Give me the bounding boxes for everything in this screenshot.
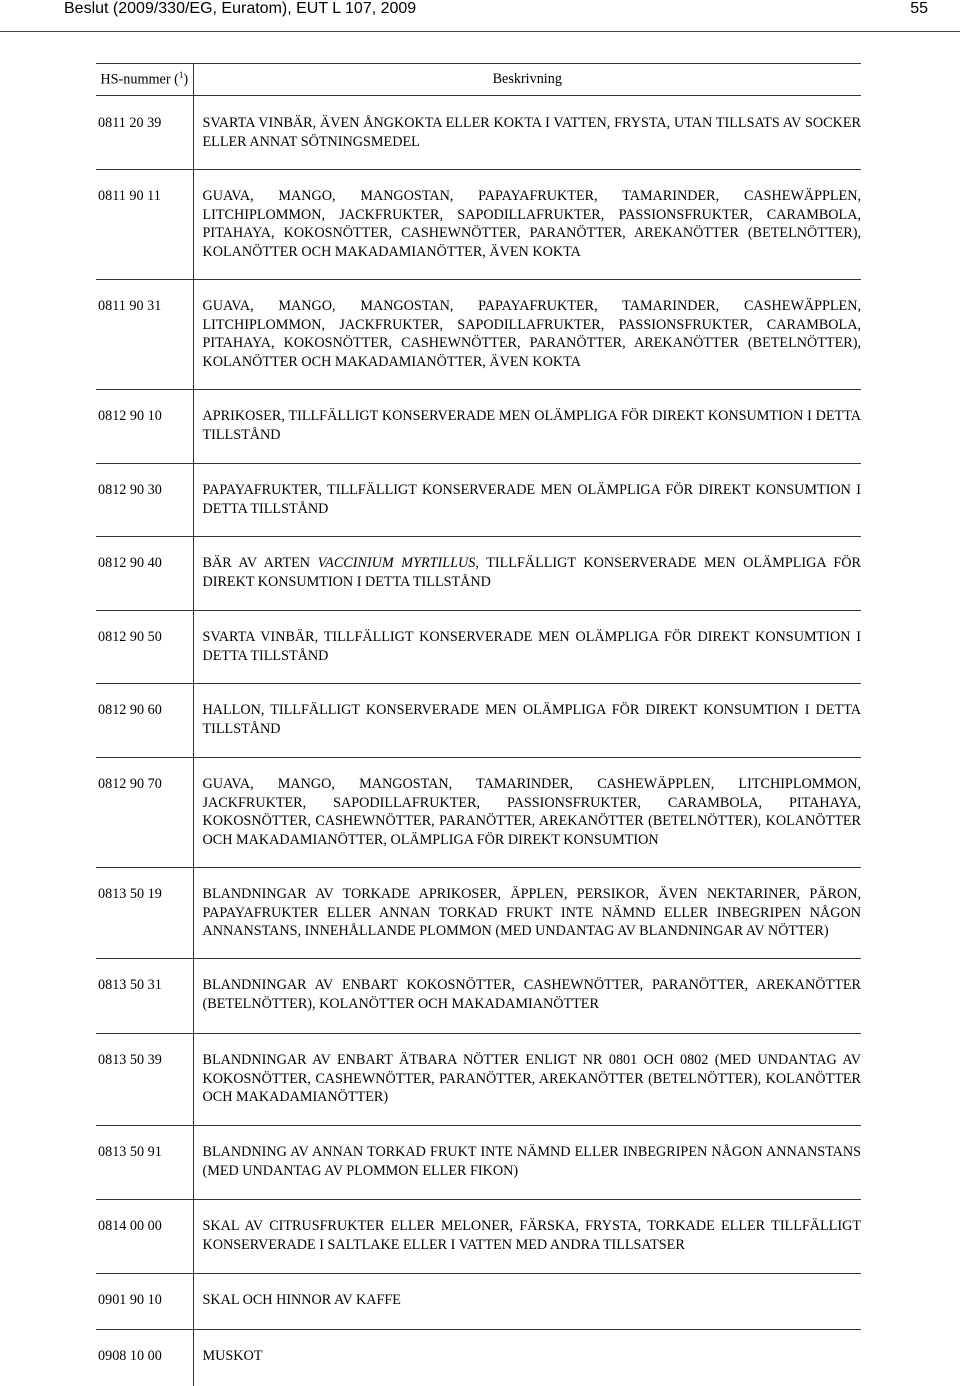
description-cell: GUAVA, MANGO, MANGOSTAN, PAPAYAFRUKTER, TAMARINDER, CASHEWÄPPLEN, LITCHIPLOMMON, JACKFRUKTER, SAPODILLAFRUKTER, PASSIONSFRUKTER, CARAMBOLA, PITAHAYA, KOKOSNÖTTER, CASHEWNÖTTER, PARANÖTTER, AREKANÖTTER (BETELNÖTTER), KOLANÖTTER OCH MAKADAMIANÖTTER, ÄVEN KOKTA: [193, 170, 861, 280]
description-text: , TILLFÄLLIGT KONSERVERADE MEN OLÄMPLIGA FÖR DIREKT KONSUMTION I DETTA TILLSTÅND: [202, 555, 862, 590]
description-cell: SKAL OCH HINNOR AV KAFFE: [193, 1274, 861, 1330]
column-header-hs-number-label: HS-nummer (: [100, 71, 179, 88]
hs-code-cell: 0813 50 91: [96, 1126, 193, 1200]
description-cell: BLANDNING AV ANNAN TORKAD FRUKT INTE NÄMND ELLER INBEGRIPEN NÅGON ANNANSTANS (MED UNDANTAG AV PLOMMON ELLER FIKON): [193, 1126, 861, 1200]
table-row: [96, 611, 861, 684]
hs-code-cell: 0812 90 10: [96, 390, 193, 464]
page-number: 55: [910, 0, 928, 17]
hs-code-cell: 0814 00 00: [96, 1200, 193, 1274]
description-cell: BLANDNINGAR AV ENBART KOKOSNÖTTER, CASHEWNÖTTER, PARANÖTTER, AREKANÖTTER (BETELNÖTTER), KOLANÖTTER OCH MAKADAMIANÖTTER: [193, 959, 861, 1034]
species-name: VACCINIUM MYRTILLUS: [317, 555, 476, 571]
table-header-row: [96, 64, 861, 96]
table-row: [96, 758, 861, 868]
hs-code-cell: 0812 90 70: [96, 758, 193, 868]
table-row: [96, 464, 861, 537]
hs-code-cell: 0811 90 11: [96, 170, 193, 280]
hs-code-cell: 0812 90 30: [96, 464, 193, 537]
table-row: [96, 1330, 861, 1386]
description-cell: PAPAYAFRUKTER, TILLFÄLLIGT KONSERVERADE MEN OLÄMPLIGA FÖR DIREKT KONSUMTION I DETTA TILLSTÅND: [193, 464, 861, 537]
table-row: [96, 868, 861, 959]
description-cell: HALLON, TILLFÄLLIGT KONSERVERADE MEN OLÄMPLIGA FÖR DIREKT KONSUMTION I DETTA TILLSTÅND: [193, 684, 861, 758]
description-cell: SVARTA VINBÄR, TILLFÄLLIGT KONSERVERADE MEN OLÄMPLIGA FÖR DIREKT KONSUMTION I DETTA TILLSTÅND: [193, 611, 861, 684]
table-row: [96, 280, 861, 390]
table-row: [96, 170, 861, 280]
footnote-marker: 1: [178, 70, 184, 81]
hs-code-cell: 0811 90 31: [96, 280, 193, 390]
description-cell: MUSKOT: [202, 1348, 263, 1364]
column-header-hs-number-close: ): [183, 71, 189, 88]
hs-code-cell: 0813 50 19: [96, 868, 193, 959]
hs-code-cell: 0813 50 39: [96, 1034, 193, 1126]
hs-code-table: [96, 63, 861, 1386]
description-cell: [193, 537, 861, 611]
description-cell: SVARTA VINBÄR, ÄVEN ÅNGKOKTA ELLER KOKTA I VATTEN, FRYSTA, UTAN TILLSATS AV SOCKER ELLER ANNAT SÖTNINGSMEDEL: [193, 96, 861, 170]
table-row: [96, 1126, 861, 1200]
hs-code-cell: 0901 90 10: [96, 1274, 193, 1330]
column-header-hs-number: [96, 64, 193, 96]
table-row: [96, 390, 861, 464]
table-row: [96, 537, 861, 611]
table-row: [96, 96, 861, 170]
description-cell: GUAVA, MANGO, MANGOSTAN, TAMARINDER, CASHEWÄPPLEN, LITCHIPLOMMON, JACKFRUKTER, SAPODILLAFRUKTER, PASSIONSFRUKTER, CARAMBOLA, PITAHAYA, KOKOSNÖTTER, CASHEWNÖTTER, PARANÖTTER, AREKANÖTTER (BETELNÖTTER), KOLANÖTTER OCH MAKADAMIANÖTTER, OLÄMPLIGA FÖR DIREKT KONSUMTION: [193, 758, 861, 868]
table-row: [96, 684, 861, 758]
description-cell: SKAL AV CITRUSFRUKTER ELLER MELONER, FÄRSKA, FRYSTA, TORKADE ELLER TILLFÄLLIGT KONSERVERADE I SALTLAKE ELLER I VATTEN MED ANDRA TILLSATSER: [193, 1200, 861, 1274]
hs-code-cell: 0811 20 39: [96, 96, 193, 170]
table-row: [96, 959, 861, 1034]
hs-code-cell: 0908 10 00: [96, 1330, 193, 1386]
table-row: [96, 1034, 861, 1126]
hs-code-cell: 0812 90 50: [96, 611, 193, 684]
table-row: [96, 1200, 861, 1274]
hs-code-cell: 0813 50 31: [96, 959, 193, 1034]
table-row: [96, 1274, 861, 1330]
description-cell: APRIKOSER, TILLFÄLLIGT KONSERVERADE MEN OLÄMPLIGA FÖR DIREKT KONSUMTION I DETTA TILLSTÅND: [193, 390, 861, 464]
column-header-description: Beskrivning: [193, 64, 861, 96]
description-cell: BLANDNINGAR AV TORKADE APRIKOSER, ÄPPLEN, PERSIKOR, ÄVEN NEKTARINER, PÄRON, PAPAYAFRUKTER ELLER ANNAN TORKAD FRUKT INTE NÄMND ELLER INBEGRIPEN NÅGON ANNANSTANS, INNEHÅLLANDE PLOMMON (MED UNDANTAG AV BLANDNINGAR AV NÖTTER): [193, 868, 861, 959]
description-cell: BLANDNINGAR AV ENBART ÄTBARA NÖTTER ENLIGT NR 0801 OCH 0802 (MED UNDANTAG AV KOKOSNÖTTER, CASHEWNÖTTER, PARANÖTTER, AREKANÖTTER (BETELNÖTTER), KOLANÖTTER OCH MAKADAMIANÖTTER): [193, 1034, 861, 1126]
document-title: Beslut (2009/330/EG, Euratom), EUT L 107, 2009: [64, 0, 417, 17]
description-text: BÄR AV ARTEN: [202, 555, 318, 571]
hs-code-cell: 0812 90 60: [96, 684, 193, 758]
page-header: [0, 0, 960, 32]
description-cell: GUAVA, MANGO, MANGOSTAN, PAPAYAFRUKTER, TAMARINDER, CASHEWÄPPLEN, LITCHIPLOMMON, JACKFRUKTER, SAPODILLAFRUKTER, PASSIONSFRUKTER, CARAMBOLA, PITAHAYA, KOKOSNÖTTER, CASHEWNÖTTER, PARANÖTTER, AREKANÖTTER (BETELNÖTTER), KOLANÖTTER OCH MAKADAMIANÖTTER, ÄVEN KOKTA: [193, 280, 861, 390]
table-body: [96, 96, 861, 1386]
hs-code-cell: 0812 90 40: [96, 537, 193, 611]
